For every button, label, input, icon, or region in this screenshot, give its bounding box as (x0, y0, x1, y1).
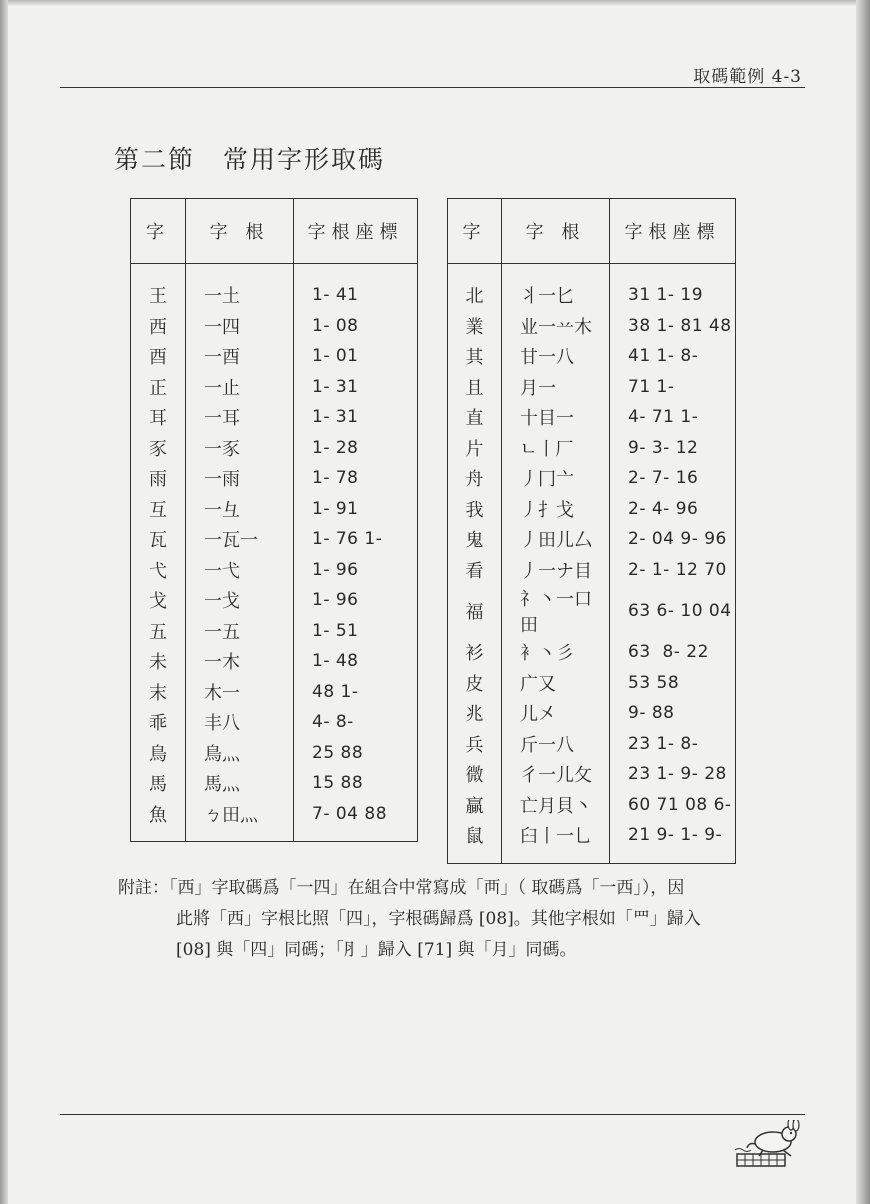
root-cell: 一瓦一 (186, 524, 294, 555)
root-cell: 一豕 (186, 433, 294, 464)
footnote (118, 873, 758, 966)
char-cell: 戈 (131, 585, 186, 616)
root-cell: 一四 (186, 311, 294, 342)
char-cell: 鳥 (131, 738, 186, 769)
root-cell: 亡月貝丶 (502, 790, 610, 821)
table-row (448, 494, 736, 525)
coord-cell: 25 88 (312, 742, 364, 763)
rabbit-keyboard-logo-icon (733, 1120, 805, 1176)
coord-cell: 1- 08 (312, 315, 359, 336)
table-row (448, 524, 736, 555)
char-cell: 我 (448, 494, 502, 525)
char-cell: 王 (131, 264, 186, 311)
col-header-root: 字 根 (186, 199, 294, 264)
coord-cell: 63 6- 10 04 (628, 601, 732, 621)
char-cell: 乖 (131, 707, 186, 738)
table-header-row (448, 199, 736, 264)
coord-cell: 4- 8- (312, 712, 354, 733)
coord-cell: 1- 41 (312, 285, 359, 306)
header-rule (60, 87, 805, 88)
char-cell: 酉 (131, 341, 186, 372)
char-cell: 其 (448, 341, 502, 372)
table-row (131, 799, 418, 842)
root-cell: 丿一ナ目 (502, 555, 610, 586)
coord-cell: 21 9- 1- 9- (628, 825, 723, 846)
section-number: 第二節 (114, 145, 196, 174)
coord-cell: 2- 4- 96 (628, 498, 699, 519)
table-row (448, 585, 736, 637)
char-cell: 兵 (448, 729, 502, 760)
coord-cell: 1- 01 (312, 346, 359, 367)
section-heading: 常用字形取碼 (223, 145, 386, 174)
root-cell: 月一 (502, 372, 610, 403)
root-cell: 馬灬 (186, 768, 294, 799)
char-cell: 弋 (131, 555, 186, 586)
table-body (131, 264, 418, 842)
coord-cell: 1- 96 (312, 559, 359, 580)
coord-cell: 48 1- (312, 681, 359, 702)
footnote-line-1: 附註：「西」字取碼爲「一四」在組合中常寫成「襾」（ 取碼爲「一西」），因 (118, 878, 685, 898)
root-cell: 彳一儿攵 (502, 759, 610, 790)
table-row (131, 264, 418, 311)
table-row (448, 402, 736, 433)
coord-cell: 38 1- 81 48 (628, 315, 732, 336)
page-edge-right (856, 0, 870, 1204)
char-cell: 衫 (448, 637, 502, 668)
table-row (448, 341, 736, 372)
root-cell: 木一 (186, 677, 294, 708)
table-row (131, 768, 418, 799)
root-cell: 丰八 (186, 707, 294, 738)
coord-cell: 63 8- 22 (628, 642, 709, 663)
root-cell: 丿冂亠 (502, 463, 610, 494)
page-header: 取碼範例 4-3 (693, 67, 802, 87)
table-row (131, 677, 418, 708)
table-row (131, 341, 418, 372)
root-cell: 一弋 (186, 555, 294, 586)
char-cell: 看 (448, 555, 502, 586)
table-row (448, 433, 736, 464)
coord-cell: 1- 28 (312, 437, 359, 458)
root-cell: 一土 (186, 264, 294, 311)
root-cell: 一耳 (186, 402, 294, 433)
table-row (448, 463, 736, 494)
char-cell: 西 (131, 311, 186, 342)
table-row (448, 264, 736, 311)
root-cell: 礻丶一口田 (502, 585, 610, 637)
table-row (131, 494, 418, 525)
char-cell: 業 (448, 311, 502, 342)
char-cell: 片 (448, 433, 502, 464)
table-row (131, 616, 418, 647)
table-row (448, 555, 736, 586)
char-cell: 北 (448, 264, 502, 311)
col-header-coord: 字根座標 (294, 199, 418, 264)
table-row (131, 707, 418, 738)
coord-cell: 31 1- 19 (628, 285, 704, 306)
root-cell: 斤一八 (502, 729, 610, 760)
root-cell: 一酉 (186, 341, 294, 372)
root-cell: 十目一 (502, 402, 610, 433)
coord-cell: 1- 76 1- (312, 529, 383, 550)
page-edge-left (0, 0, 8, 1204)
table-row (448, 790, 736, 821)
coord-cell: 7- 04 88 (312, 803, 388, 824)
coord-cell: 15 88 (312, 773, 364, 794)
coord-cell: 1- 78 (312, 468, 359, 489)
coord-cell: 2- 1- 12 70 (628, 559, 727, 580)
root-cell: ㄴ丨厂 (502, 433, 610, 464)
root-cell: 广又 (502, 668, 610, 699)
root-cell: 丿田儿厶 (502, 524, 610, 555)
coord-cell: 1- 51 (312, 620, 359, 641)
root-cell: ㄅ田灬 (186, 799, 294, 842)
root-cell: 儿㐅 (502, 698, 610, 729)
root-cell: 一彑 (186, 494, 294, 525)
char-cell: 微 (448, 759, 502, 790)
coord-cell: 1- 31 (312, 407, 359, 428)
root-cell: 鳥灬 (186, 738, 294, 769)
table-row (131, 372, 418, 403)
table-row (131, 402, 418, 433)
root-cell: 一木 (186, 646, 294, 677)
table-row (131, 311, 418, 342)
char-cell: 瓦 (131, 524, 186, 555)
col-header-char: 字 (131, 199, 186, 264)
root-cell: 丬一匕 (502, 264, 610, 311)
footer-rule (60, 1114, 805, 1115)
section-title (114, 140, 385, 176)
page-edge-top (0, 0, 870, 6)
char-cell: 豕 (131, 433, 186, 464)
char-cell: 耳 (131, 402, 186, 433)
coord-cell: 2- 7- 16 (628, 468, 699, 489)
char-cell: 福 (448, 585, 502, 637)
col-header-char: 字 (448, 199, 502, 264)
table-row (131, 585, 418, 616)
coord-cell: 9- 88 (628, 703, 675, 724)
table-header-row (131, 199, 418, 264)
table-row (131, 433, 418, 464)
char-cell: 兆 (448, 698, 502, 729)
table-row (131, 646, 418, 677)
char-cell: 未 (131, 646, 186, 677)
coord-cell: 60 71 08 6- (628, 794, 732, 815)
root-cell: 一雨 (186, 463, 294, 494)
table-row (448, 372, 736, 403)
table-row (131, 524, 418, 555)
char-cell: 正 (131, 372, 186, 403)
coord-cell: 1- 96 (312, 590, 359, 611)
table-row (448, 698, 736, 729)
char-cell: 鬼 (448, 524, 502, 555)
footnote-line-3: [08] 與「四」同碼；「⺼」歸入 [71] 與「月」同碼。 (176, 940, 577, 960)
table-body (448, 264, 736, 864)
table-row (131, 463, 418, 494)
root-cell: 业一䒑木 (502, 311, 610, 342)
root-cell: 衤丶彡 (502, 637, 610, 668)
root-cell: 丿扌戈 (502, 494, 610, 525)
table-row (448, 668, 736, 699)
coord-cell: 9- 3- 12 (628, 437, 699, 458)
coord-cell: 4- 71 1- (628, 407, 699, 428)
coord-cell: 1- 48 (312, 651, 359, 672)
table-row (448, 759, 736, 790)
table-row (448, 729, 736, 760)
char-cell: 贏 (448, 790, 502, 821)
coord-cell: 71 1- (628, 376, 675, 397)
char-cell: 魚 (131, 799, 186, 842)
char-cell: 皮 (448, 668, 502, 699)
char-cell: 末 (131, 677, 186, 708)
footnote-line-2: 此將「西」字根比照「四」，字根碼歸爲 [08]。其他字根如「罒」歸入 (176, 909, 701, 929)
coord-cell: 2- 04 9- 96 (628, 529, 727, 550)
char-cell: 鼠 (448, 820, 502, 863)
col-header-coord: 字根座標 (610, 199, 736, 264)
table-row (448, 637, 736, 668)
char-cell: 雨 (131, 463, 186, 494)
code-table-left (130, 198, 418, 842)
coord-cell: 23 1- 9- 28 (628, 764, 727, 785)
coord-cell: 53 58 (628, 672, 680, 693)
coord-cell: 1- 31 (312, 376, 359, 397)
char-cell: 互 (131, 494, 186, 525)
root-cell: 甘一八 (502, 341, 610, 372)
root-cell: 一戈 (186, 585, 294, 616)
coord-cell: 1- 91 (312, 498, 359, 519)
char-cell: 直 (448, 402, 502, 433)
root-cell: 一五 (186, 616, 294, 647)
char-cell: 馬 (131, 768, 186, 799)
coord-cell: 41 1- 8- (628, 346, 699, 367)
code-table-right (447, 198, 736, 864)
char-cell: 且 (448, 372, 502, 403)
table-row (131, 555, 418, 586)
table-row (448, 311, 736, 342)
col-header-root: 字 根 (502, 199, 610, 264)
char-cell: 五 (131, 616, 186, 647)
coord-cell: 23 1- 8- (628, 733, 699, 754)
char-cell: 舟 (448, 463, 502, 494)
root-cell: 一止 (186, 372, 294, 403)
table-row (131, 738, 418, 769)
table-row (448, 820, 736, 863)
root-cell: 臼丨一乚 (502, 820, 610, 863)
